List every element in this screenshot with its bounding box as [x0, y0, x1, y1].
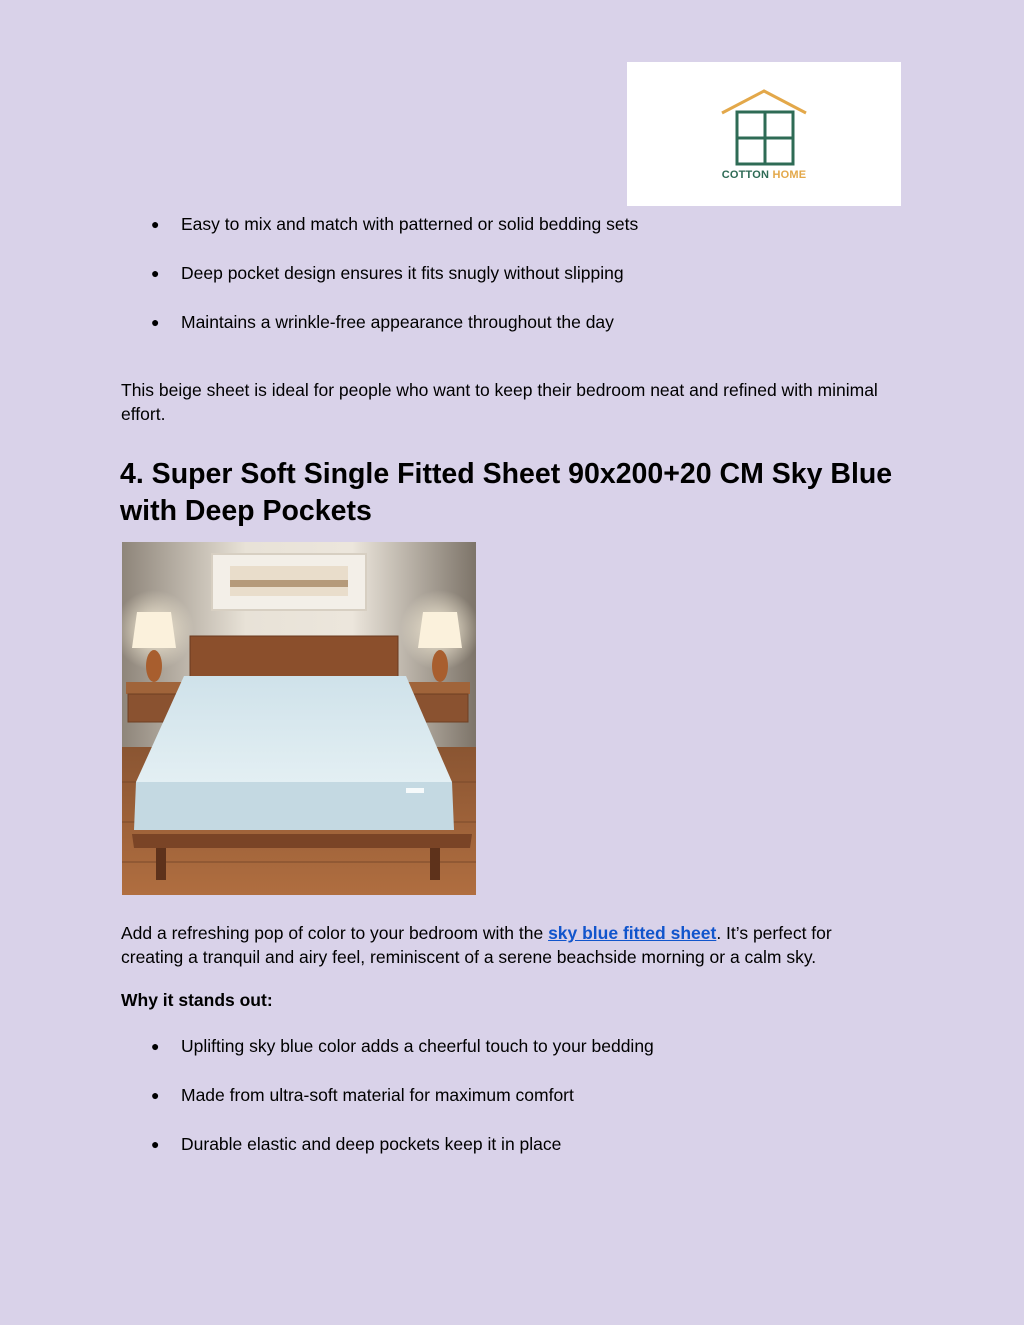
feature-list-sky-blue [151, 1036, 654, 1183]
bullet-icon: ● [151, 216, 160, 232]
bullet-icon: ● [151, 1038, 160, 1054]
list-item-text: Durable elastic and deep pockets keep it in place [181, 1134, 562, 1154]
bullet-icon: ● [151, 314, 160, 330]
bullet-icon: ● [151, 265, 160, 281]
list-item [151, 214, 638, 234]
beige-summary-paragraph: This beige sheet is ideal for people who want to keep their bedroom neat and refined with minimal effort. [121, 380, 878, 424]
list-item-text: Made from ultra-soft material for maximum comfort [181, 1085, 574, 1105]
list-item-text: Uplifting sky blue color adds a cheerful touch to your bedding [181, 1036, 654, 1056]
list-item [151, 1134, 654, 1154]
logo-word-home: HOME [772, 169, 807, 181]
sky-blue-fitted-sheet-link[interactable]: sky blue fitted sheet [548, 923, 717, 943]
list-item [151, 263, 638, 283]
list-item-text: Easy to mix and match with patterned or solid bedding sets [181, 214, 639, 234]
list-item [151, 1036, 654, 1056]
why-it-stands-out-label: Why it stands out: [121, 990, 273, 1010]
sky-blue-intro-paragraph [121, 921, 891, 969]
list-item-text: Maintains a wrinkle-free appearance throughout the day [181, 312, 614, 332]
logo-wordmark [627, 169, 901, 181]
house-logo-icon [717, 88, 811, 168]
list-item [151, 1085, 654, 1105]
bullet-icon: ● [151, 1087, 160, 1103]
bullet-icon: ● [151, 1136, 160, 1152]
cotton-home-logo [627, 62, 901, 206]
list-item [151, 312, 638, 332]
list-item-text: Deep pocket design ensures it fits snugly without slipping [181, 263, 624, 283]
intro-text-before: Add a refreshing pop of color to your bedroom with the [121, 923, 549, 943]
sky-blue-sheet-bed-photo [122, 542, 476, 895]
feature-list-beige [151, 214, 638, 361]
intro-text-after: . It’s perfect for creating a tranquil and airy feel, reminiscent of a serene beachside morning or a calm sky. [121, 923, 832, 967]
section-heading: 4. Super Soft Single Fitted Sheet 90x200+20 CM Sky Blue with Deep Pockets [120, 458, 893, 527]
logo-word-cotton: COTTON [721, 169, 770, 181]
